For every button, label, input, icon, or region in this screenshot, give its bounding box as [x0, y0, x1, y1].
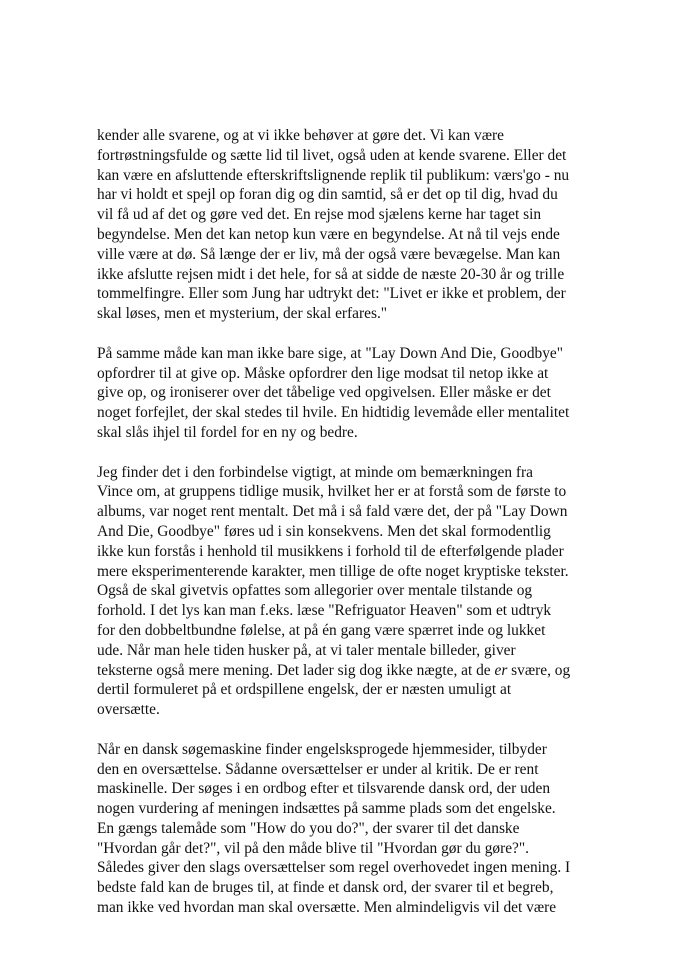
text-line: På samme måde kan man ikke bare sige, at "Lay Down And Die, Goodbye": [97, 344, 564, 362]
text-line: opfordrer til at give op. Måske opfordrer den lige modsat til netop ikke at: [97, 364, 549, 382]
paragraph-2: [97, 344, 585, 443]
text-line: tommelfingre. Eller som Jung har udtrykt det: "Livet er ikke et problem, der: [97, 285, 566, 303]
text-line: Vince om, at gruppens tidlige musik, hvilket her er at forstå som de første to: [97, 483, 567, 501]
document-page: [97, 126, 585, 938]
text-line: oversætte.: [97, 701, 160, 719]
text-line: And Die, Goodbye" føres ud i sin konsekvens. Men det skal formodentlig: [97, 522, 551, 540]
text-line: ude. Når man hele tiden husker på, at vi taler mentale billeder, giver: [97, 641, 516, 659]
text-line: Også de skal givetvis opfattes som allegorier over mentale tilstande og: [97, 582, 533, 600]
text-line: kender alle svarene, og at vi ikke behøver at gøre det. Vi kan være: [97, 127, 504, 144]
text-line: Således giver den slags oversættelser som regel overhovedet ingen mening. I: [97, 859, 571, 877]
text-line: Når en dansk søgemaskine finder engelsksprogede hjemmesider, tilbyder: [97, 740, 547, 758]
text-line: nogen vurdering af meningen indsættes på samme plads som det engelske.: [97, 800, 556, 818]
text-line: vil få ud af det og gøre ved det. En rejse mod sjælens kerne har taget sin: [97, 206, 542, 224]
text-line: ikke kun forstås i henhold til musikkens i forhold til de efterfølgende plader: [97, 542, 564, 560]
text-line: man ikke ved hvordan man skal oversætte. Men almindeligvis vil det være: [97, 899, 557, 917]
italic-word: er: [494, 661, 508, 679]
text-line: forhold. I det lys kan man f.eks. læse "Refriguator Heaven" som et udtryk: [97, 602, 552, 620]
text-line: kan være en afsluttende efterskriftslignende replik til publikum: værs'go - nu: [97, 166, 570, 184]
text-line-with-italic: [97, 661, 585, 681]
text-line: for den dobbeltbundne følelse, at på én gang være spærret inde og lukket: [97, 621, 546, 639]
text-line: begyndelse. Men det kan netop kun være en begyndelse. At nå til vejs ende: [97, 225, 560, 243]
text-line: ville være at dø. Så længe der er liv, må der også være bevægelse. Man kan: [97, 245, 561, 263]
text-run: teksterne også mere mening. Det lader sig dog ikke nægte, at de: [97, 661, 495, 679]
paragraph-3: [97, 463, 585, 720]
paragraph-1: [97, 126, 585, 324]
text-line: har vi holdt et spejl op foran dig og din samtid, så er det op til dig, hvad du: [97, 186, 558, 204]
text-run: svære, og: [507, 661, 571, 679]
text-line: den en oversættelse. Sådanne oversættelser er under al kritik. De er rent: [97, 760, 539, 778]
text-line: noget forfejlet, der skal stedes til hvile. En hidtidig levemåde eller mentalitet: [97, 404, 570, 422]
text-line: mere eksperimenterende karakter, men tillige de ofte noget kryptiske tekster.: [97, 562, 569, 580]
text-line: give op, og ironiserer over det tåbelige ved opgivelsen. Eller måske er det: [97, 384, 551, 402]
text-line: albums, var noget rent mentalt. Det må i så fald være det, der på "Lay Down: [97, 503, 568, 521]
text-line: maskinelle. Der søges i en ordbog efter et tilsvarende dansk ord, der uden: [97, 780, 551, 798]
text-line: bedste fald kan de bruges til, at finde et dansk ord, der svarer til et begreb,: [97, 879, 554, 897]
text-line: fortrøstningsfulde og sætte lid til livet, også uden at kende svarene. Eller det: [97, 146, 567, 164]
text-line: skal løses, men et mysterium, der skal erfares.": [97, 305, 388, 323]
text-line: skal slås ihjel til fordel for en ny og bedre.: [97, 423, 358, 441]
text-line: dertil formuleret på et ordspillene engelsk, der er næsten umuligt at: [97, 681, 512, 699]
text-line: ikke afslutte rejsen midt i det hele, for så at sidde de næste 20-30 år og trille: [97, 265, 565, 283]
text-line: Jeg finder det i den forbindelse vigtigt, at minde om bemærkningen fra: [97, 463, 533, 481]
paragraph-4: [97, 740, 585, 918]
text-line: "Hvordan går det?", vil på den måde blive til "Hvordan gør du gøre?".: [97, 839, 529, 857]
text-line: En gængs talemåde som "How do you do?", der svarer til det danske: [97, 819, 520, 837]
